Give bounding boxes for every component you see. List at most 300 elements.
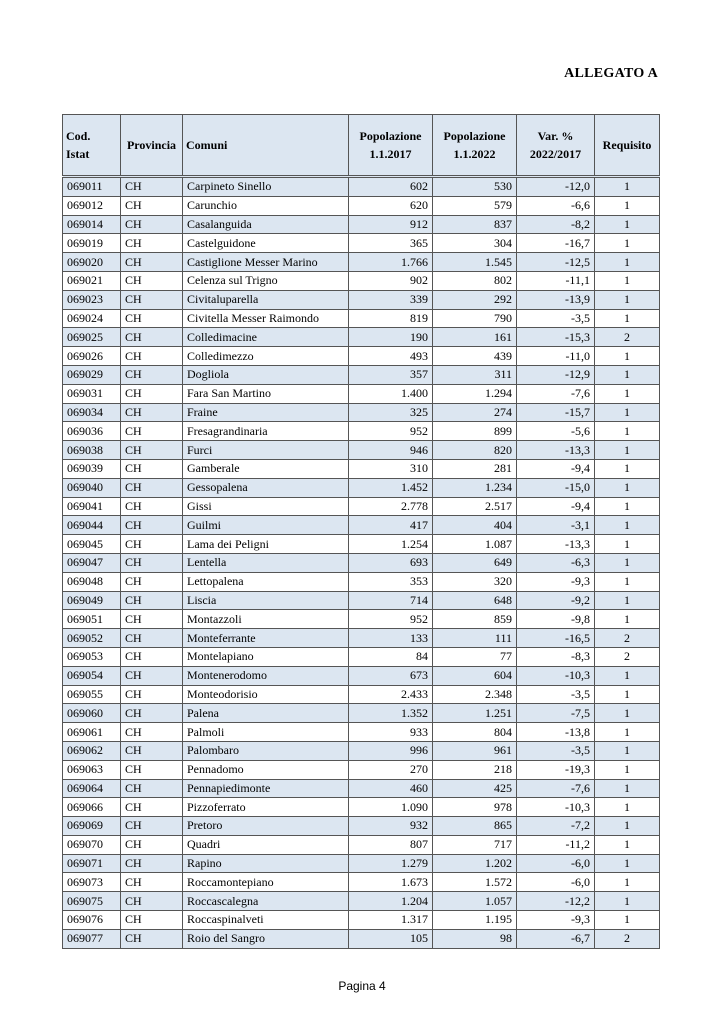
cell-pop-2022: 802 bbox=[433, 271, 517, 290]
table-row bbox=[63, 572, 660, 591]
table-row bbox=[63, 290, 660, 309]
cell-pop-2022: 648 bbox=[433, 591, 517, 610]
cell-pop-2022: 2.348 bbox=[433, 685, 517, 704]
cell-comune: Quadri bbox=[183, 835, 349, 854]
table-row bbox=[63, 196, 660, 215]
cell-cod-istat: 069053 bbox=[63, 647, 121, 666]
cell-cod-istat: 069034 bbox=[63, 403, 121, 422]
cell-cod-istat: 069048 bbox=[63, 572, 121, 591]
table-row bbox=[63, 760, 660, 779]
cell-var-pct: -12,2 bbox=[517, 892, 595, 911]
cell-var-pct: -13,8 bbox=[517, 723, 595, 742]
cell-var-pct: -11,0 bbox=[517, 347, 595, 366]
cell-pop-2022: 320 bbox=[433, 572, 517, 591]
cell-pop-2022: 161 bbox=[433, 328, 517, 347]
cell-var-pct: -7,6 bbox=[517, 384, 595, 403]
cell-var-pct: -9,4 bbox=[517, 497, 595, 516]
cell-comune: Gamberale bbox=[183, 459, 349, 478]
cell-var-pct: -15,3 bbox=[517, 328, 595, 347]
cell-cod-istat: 069054 bbox=[63, 666, 121, 685]
cell-provincia: CH bbox=[121, 873, 183, 892]
cell-pop-2022: 1.087 bbox=[433, 535, 517, 554]
cell-cod-istat: 069073 bbox=[63, 873, 121, 892]
cell-pop-2017: 190 bbox=[349, 328, 433, 347]
table-row bbox=[63, 817, 660, 836]
cell-var-pct: -12,0 bbox=[517, 177, 595, 197]
cell-cod-istat: 069045 bbox=[63, 535, 121, 554]
cell-cod-istat: 069038 bbox=[63, 441, 121, 460]
cell-provincia: CH bbox=[121, 365, 183, 384]
cell-pop-2022: 899 bbox=[433, 422, 517, 441]
cell-cod-istat: 069047 bbox=[63, 553, 121, 572]
table-row bbox=[63, 591, 660, 610]
cell-provincia: CH bbox=[121, 347, 183, 366]
cell-cod-istat: 069011 bbox=[63, 177, 121, 197]
cell-provincia: CH bbox=[121, 760, 183, 779]
cell-var-pct: -10,3 bbox=[517, 666, 595, 685]
cell-comune: Fresagrandinaria bbox=[183, 422, 349, 441]
table-row bbox=[63, 685, 660, 704]
cell-pop-2022: 790 bbox=[433, 309, 517, 328]
cell-comune: Furci bbox=[183, 441, 349, 460]
cell-provincia: CH bbox=[121, 929, 183, 948]
cell-var-pct: -11,1 bbox=[517, 271, 595, 290]
cell-comune: Roccaspinalveti bbox=[183, 911, 349, 930]
table-row bbox=[63, 835, 660, 854]
col-pop-2017: Popolazione 1.1.2017 bbox=[349, 115, 433, 177]
cell-cod-istat: 069024 bbox=[63, 309, 121, 328]
cell-provincia: CH bbox=[121, 610, 183, 629]
cell-cod-istat: 069052 bbox=[63, 629, 121, 648]
cell-cod-istat: 069041 bbox=[63, 497, 121, 516]
cell-pop-2017: 1.352 bbox=[349, 704, 433, 723]
cell-var-pct: -5,6 bbox=[517, 422, 595, 441]
cell-cod-istat: 069014 bbox=[63, 215, 121, 234]
table-row bbox=[63, 873, 660, 892]
cell-pop-2017: 714 bbox=[349, 591, 433, 610]
cell-comune: Gissi bbox=[183, 497, 349, 516]
cell-cod-istat: 069069 bbox=[63, 817, 121, 836]
cell-comune: Dogliola bbox=[183, 365, 349, 384]
table-row bbox=[63, 798, 660, 817]
cell-requisito: 1 bbox=[595, 835, 660, 854]
cell-comune: Pretoro bbox=[183, 817, 349, 836]
cell-provincia: CH bbox=[121, 835, 183, 854]
cell-provincia: CH bbox=[121, 177, 183, 197]
table-row bbox=[63, 741, 660, 760]
cell-pop-2022: 1.202 bbox=[433, 854, 517, 873]
cell-pop-2022: 425 bbox=[433, 779, 517, 798]
cell-pop-2022: 218 bbox=[433, 760, 517, 779]
cell-var-pct: -13,3 bbox=[517, 441, 595, 460]
cell-requisito: 1 bbox=[595, 741, 660, 760]
cell-pop-2022: 77 bbox=[433, 647, 517, 666]
cell-cod-istat: 069071 bbox=[63, 854, 121, 873]
cell-provincia: CH bbox=[121, 591, 183, 610]
cell-provincia: CH bbox=[121, 328, 183, 347]
cell-var-pct: -7,5 bbox=[517, 704, 595, 723]
cell-cod-istat: 069020 bbox=[63, 253, 121, 272]
table-row bbox=[63, 704, 660, 723]
cell-pop-2022: 865 bbox=[433, 817, 517, 836]
cell-var-pct: -15,7 bbox=[517, 403, 595, 422]
cell-var-pct: -15,0 bbox=[517, 478, 595, 497]
table-row bbox=[63, 365, 660, 384]
cell-pop-2017: 1.204 bbox=[349, 892, 433, 911]
cell-pop-2017: 270 bbox=[349, 760, 433, 779]
cell-requisito: 1 bbox=[595, 290, 660, 309]
cell-pop-2017: 1.279 bbox=[349, 854, 433, 873]
col-comuni: Comuni bbox=[183, 115, 349, 177]
table-row bbox=[63, 309, 660, 328]
cell-provincia: CH bbox=[121, 290, 183, 309]
cell-pop-2022: 837 bbox=[433, 215, 517, 234]
cell-cod-istat: 069021 bbox=[63, 271, 121, 290]
allegato-heading: ALLEGATO A bbox=[564, 66, 658, 81]
cell-comune: Palmoli bbox=[183, 723, 349, 742]
cell-requisito: 1 bbox=[595, 253, 660, 272]
cell-cod-istat: 069044 bbox=[63, 516, 121, 535]
table-row bbox=[63, 253, 660, 272]
table-row bbox=[63, 177, 660, 197]
cell-comune: Montenerodomo bbox=[183, 666, 349, 685]
cell-cod-istat: 069077 bbox=[63, 929, 121, 948]
table-row bbox=[63, 892, 660, 911]
comuni-table bbox=[62, 114, 660, 949]
cell-provincia: CH bbox=[121, 441, 183, 460]
cell-var-pct: -9,4 bbox=[517, 459, 595, 478]
cell-provincia: CH bbox=[121, 779, 183, 798]
cell-comune: Montelapiano bbox=[183, 647, 349, 666]
cell-requisito: 1 bbox=[595, 892, 660, 911]
cell-comune: Civitaluparella bbox=[183, 290, 349, 309]
cell-var-pct: -3,5 bbox=[517, 741, 595, 760]
cell-comune: Roccamontepiano bbox=[183, 873, 349, 892]
table-row bbox=[63, 629, 660, 648]
cell-provincia: CH bbox=[121, 384, 183, 403]
cell-comune: Monteodorisio bbox=[183, 685, 349, 704]
cell-requisito: 1 bbox=[595, 704, 660, 723]
cell-var-pct: -6,3 bbox=[517, 553, 595, 572]
cell-requisito: 1 bbox=[595, 196, 660, 215]
cell-pop-2017: 912 bbox=[349, 215, 433, 234]
cell-cod-istat: 069075 bbox=[63, 892, 121, 911]
cell-var-pct: -7,2 bbox=[517, 817, 595, 836]
cell-pop-2017: 602 bbox=[349, 177, 433, 197]
cell-pop-2017: 357 bbox=[349, 365, 433, 384]
cell-provincia: CH bbox=[121, 516, 183, 535]
cell-var-pct: -10,3 bbox=[517, 798, 595, 817]
cell-cod-istat: 069023 bbox=[63, 290, 121, 309]
cell-pop-2017: 952 bbox=[349, 610, 433, 629]
col-requisito: Requisito bbox=[595, 115, 660, 177]
cell-var-pct: -6,7 bbox=[517, 929, 595, 948]
cell-comune: Casalanguida bbox=[183, 215, 349, 234]
table-row bbox=[63, 779, 660, 798]
cell-provincia: CH bbox=[121, 854, 183, 873]
cell-cod-istat: 069040 bbox=[63, 478, 121, 497]
cell-provincia: CH bbox=[121, 459, 183, 478]
cell-cod-istat: 069026 bbox=[63, 347, 121, 366]
cell-requisito: 2 bbox=[595, 647, 660, 666]
cell-provincia: CH bbox=[121, 497, 183, 516]
table-row bbox=[63, 347, 660, 366]
cell-cod-istat: 069029 bbox=[63, 365, 121, 384]
cell-provincia: CH bbox=[121, 629, 183, 648]
cell-comune: Carunchio bbox=[183, 196, 349, 215]
cell-comune: Fraine bbox=[183, 403, 349, 422]
cell-pop-2017: 1.317 bbox=[349, 911, 433, 930]
cell-comune: Palombaro bbox=[183, 741, 349, 760]
cell-comune: Pennadomo bbox=[183, 760, 349, 779]
cell-pop-2017: 325 bbox=[349, 403, 433, 422]
cell-requisito: 1 bbox=[595, 854, 660, 873]
cell-pop-2017: 952 bbox=[349, 422, 433, 441]
cell-cod-istat: 069061 bbox=[63, 723, 121, 742]
table-row bbox=[63, 666, 660, 685]
cell-var-pct: -12,9 bbox=[517, 365, 595, 384]
cell-pop-2017: 996 bbox=[349, 741, 433, 760]
cell-cod-istat: 069070 bbox=[63, 835, 121, 854]
cell-var-pct: -6,6 bbox=[517, 196, 595, 215]
cell-pop-2022: 1.234 bbox=[433, 478, 517, 497]
cell-var-pct: -16,7 bbox=[517, 234, 595, 253]
cell-cod-istat: 069060 bbox=[63, 704, 121, 723]
cell-var-pct: -8,2 bbox=[517, 215, 595, 234]
cell-comune: Pennapiedimonte bbox=[183, 779, 349, 798]
cell-cod-istat: 069031 bbox=[63, 384, 121, 403]
cell-requisito: 1 bbox=[595, 215, 660, 234]
cell-pop-2022: 1.294 bbox=[433, 384, 517, 403]
cell-var-pct: -6,0 bbox=[517, 873, 595, 892]
cell-var-pct: -9,3 bbox=[517, 572, 595, 591]
table-row bbox=[63, 854, 660, 873]
cell-pop-2017: 1.090 bbox=[349, 798, 433, 817]
cell-cod-istat: 069066 bbox=[63, 798, 121, 817]
cell-pop-2017: 310 bbox=[349, 459, 433, 478]
cell-cod-istat: 069049 bbox=[63, 591, 121, 610]
table-row bbox=[63, 403, 660, 422]
cell-comune: Castelguidone bbox=[183, 234, 349, 253]
cell-requisito: 1 bbox=[595, 384, 660, 403]
cell-requisito: 1 bbox=[595, 234, 660, 253]
cell-pop-2017: 673 bbox=[349, 666, 433, 685]
cell-cod-istat: 069036 bbox=[63, 422, 121, 441]
cell-requisito: 1 bbox=[595, 422, 660, 441]
cell-provincia: CH bbox=[121, 704, 183, 723]
table-row bbox=[63, 459, 660, 478]
cell-pop-2017: 932 bbox=[349, 817, 433, 836]
table-row bbox=[63, 478, 660, 497]
cell-provincia: CH bbox=[121, 535, 183, 554]
cell-pop-2022: 649 bbox=[433, 553, 517, 572]
cell-provincia: CH bbox=[121, 741, 183, 760]
cell-pop-2022: 404 bbox=[433, 516, 517, 535]
cell-requisito: 1 bbox=[595, 798, 660, 817]
table-header-row bbox=[63, 115, 660, 177]
cell-requisito: 1 bbox=[595, 271, 660, 290]
cell-pop-2017: 902 bbox=[349, 271, 433, 290]
table-row bbox=[63, 328, 660, 347]
cell-comune: Lentella bbox=[183, 553, 349, 572]
cell-pop-2017: 133 bbox=[349, 629, 433, 648]
cell-requisito: 1 bbox=[595, 610, 660, 629]
cell-requisito: 1 bbox=[595, 553, 660, 572]
cell-cod-istat: 069019 bbox=[63, 234, 121, 253]
cell-pop-2022: 978 bbox=[433, 798, 517, 817]
cell-comune: Roccascalegna bbox=[183, 892, 349, 911]
cell-pop-2017: 353 bbox=[349, 572, 433, 591]
cell-var-pct: -6,0 bbox=[517, 854, 595, 873]
table-row bbox=[63, 553, 660, 572]
cell-provincia: CH bbox=[121, 403, 183, 422]
cell-pop-2017: 693 bbox=[349, 553, 433, 572]
table-row bbox=[63, 422, 660, 441]
cell-pop-2017: 620 bbox=[349, 196, 433, 215]
cell-provincia: CH bbox=[121, 572, 183, 591]
cell-cod-istat: 069064 bbox=[63, 779, 121, 798]
cell-provincia: CH bbox=[121, 685, 183, 704]
cell-provincia: CH bbox=[121, 253, 183, 272]
cell-requisito: 1 bbox=[595, 666, 660, 685]
cell-comune: Pizzoferrato bbox=[183, 798, 349, 817]
cell-pop-2022: 859 bbox=[433, 610, 517, 629]
cell-provincia: CH bbox=[121, 911, 183, 930]
table-row bbox=[63, 929, 660, 948]
table-row bbox=[63, 610, 660, 629]
cell-comune: Roio del Sangro bbox=[183, 929, 349, 948]
cell-pop-2022: 98 bbox=[433, 929, 517, 948]
cell-provincia: CH bbox=[121, 196, 183, 215]
table-row bbox=[63, 535, 660, 554]
cell-pop-2022: 1.545 bbox=[433, 253, 517, 272]
table-body bbox=[63, 177, 660, 949]
cell-requisito: 1 bbox=[595, 478, 660, 497]
cell-pop-2022: 961 bbox=[433, 741, 517, 760]
cell-pop-2017: 1.766 bbox=[349, 253, 433, 272]
cell-provincia: CH bbox=[121, 234, 183, 253]
cell-requisito: 1 bbox=[595, 516, 660, 535]
cell-comune: Guilmi bbox=[183, 516, 349, 535]
cell-cod-istat: 069062 bbox=[63, 741, 121, 760]
cell-var-pct: -3,1 bbox=[517, 516, 595, 535]
table-row bbox=[63, 384, 660, 403]
cell-requisito: 1 bbox=[595, 497, 660, 516]
cell-pop-2017: 807 bbox=[349, 835, 433, 854]
cell-pop-2017: 84 bbox=[349, 647, 433, 666]
table-row bbox=[63, 911, 660, 930]
cell-cod-istat: 069025 bbox=[63, 328, 121, 347]
cell-pop-2022: 111 bbox=[433, 629, 517, 648]
cell-var-pct: -16,5 bbox=[517, 629, 595, 648]
cell-var-pct: -11,2 bbox=[517, 835, 595, 854]
cell-comune: Lama dei Peligni bbox=[183, 535, 349, 554]
col-pop-2022: Popolazione 1.1.2022 bbox=[433, 115, 517, 177]
cell-requisito: 2 bbox=[595, 629, 660, 648]
cell-var-pct: -3,5 bbox=[517, 685, 595, 704]
cell-comune: Colledimezzo bbox=[183, 347, 349, 366]
cell-pop-2017: 493 bbox=[349, 347, 433, 366]
cell-requisito: 1 bbox=[595, 591, 660, 610]
cell-requisito: 1 bbox=[595, 572, 660, 591]
cell-cod-istat: 069051 bbox=[63, 610, 121, 629]
cell-provincia: CH bbox=[121, 817, 183, 836]
cell-pop-2017: 1.452 bbox=[349, 478, 433, 497]
cell-provincia: CH bbox=[121, 309, 183, 328]
cell-provincia: CH bbox=[121, 798, 183, 817]
col-cod-istat: Cod. Istat bbox=[63, 115, 121, 177]
cell-pop-2022: 717 bbox=[433, 835, 517, 854]
page-number: Pagina 4 bbox=[338, 979, 386, 993]
cell-pop-2022: 1.057 bbox=[433, 892, 517, 911]
cell-pop-2022: 304 bbox=[433, 234, 517, 253]
cell-comune: Montazzoli bbox=[183, 610, 349, 629]
cell-pop-2017: 1.254 bbox=[349, 535, 433, 554]
cell-comune: Civitella Messer Raimondo bbox=[183, 309, 349, 328]
table-row bbox=[63, 516, 660, 535]
cell-cod-istat: 069076 bbox=[63, 911, 121, 930]
cell-provincia: CH bbox=[121, 553, 183, 572]
table-row bbox=[63, 234, 660, 253]
cell-cod-istat: 069063 bbox=[63, 760, 121, 779]
cell-pop-2022: 1.195 bbox=[433, 911, 517, 930]
cell-pop-2022: 820 bbox=[433, 441, 517, 460]
cell-cod-istat: 069039 bbox=[63, 459, 121, 478]
cell-pop-2022: 1.251 bbox=[433, 704, 517, 723]
cell-pop-2022: 281 bbox=[433, 459, 517, 478]
cell-provincia: CH bbox=[121, 422, 183, 441]
cell-requisito: 1 bbox=[595, 535, 660, 554]
cell-pop-2017: 460 bbox=[349, 779, 433, 798]
cell-requisito: 1 bbox=[595, 779, 660, 798]
cell-var-pct: -8,3 bbox=[517, 647, 595, 666]
cell-requisito: 1 bbox=[595, 685, 660, 704]
cell-comune: Lettopalena bbox=[183, 572, 349, 591]
cell-pop-2017: 417 bbox=[349, 516, 433, 535]
col-provincia: Provincia bbox=[121, 115, 183, 177]
cell-pop-2022: 1.572 bbox=[433, 873, 517, 892]
cell-var-pct: -3,5 bbox=[517, 309, 595, 328]
cell-requisito: 1 bbox=[595, 365, 660, 384]
cell-requisito: 2 bbox=[595, 328, 660, 347]
cell-comune: Liscia bbox=[183, 591, 349, 610]
cell-pop-2022: 530 bbox=[433, 177, 517, 197]
cell-cod-istat: 069012 bbox=[63, 196, 121, 215]
cell-comune: Colledimacine bbox=[183, 328, 349, 347]
cell-pop-2022: 2.517 bbox=[433, 497, 517, 516]
table-row bbox=[63, 441, 660, 460]
cell-comune: Rapino bbox=[183, 854, 349, 873]
cell-var-pct: -13,9 bbox=[517, 290, 595, 309]
cell-var-pct: -9,8 bbox=[517, 610, 595, 629]
cell-requisito: 1 bbox=[595, 723, 660, 742]
cell-pop-2017: 2.433 bbox=[349, 685, 433, 704]
cell-requisito: 1 bbox=[595, 177, 660, 197]
cell-var-pct: -9,2 bbox=[517, 591, 595, 610]
cell-pop-2017: 365 bbox=[349, 234, 433, 253]
cell-requisito: 1 bbox=[595, 309, 660, 328]
cell-var-pct: -13,3 bbox=[517, 535, 595, 554]
cell-pop-2022: 311 bbox=[433, 365, 517, 384]
cell-pop-2017: 1.400 bbox=[349, 384, 433, 403]
cell-requisito: 1 bbox=[595, 760, 660, 779]
cell-requisito: 2 bbox=[595, 929, 660, 948]
cell-var-pct: -9,3 bbox=[517, 911, 595, 930]
cell-provincia: CH bbox=[121, 215, 183, 234]
cell-comune: Celenza sul Trigno bbox=[183, 271, 349, 290]
cell-pop-2022: 439 bbox=[433, 347, 517, 366]
cell-comune: Castiglione Messer Marino bbox=[183, 253, 349, 272]
